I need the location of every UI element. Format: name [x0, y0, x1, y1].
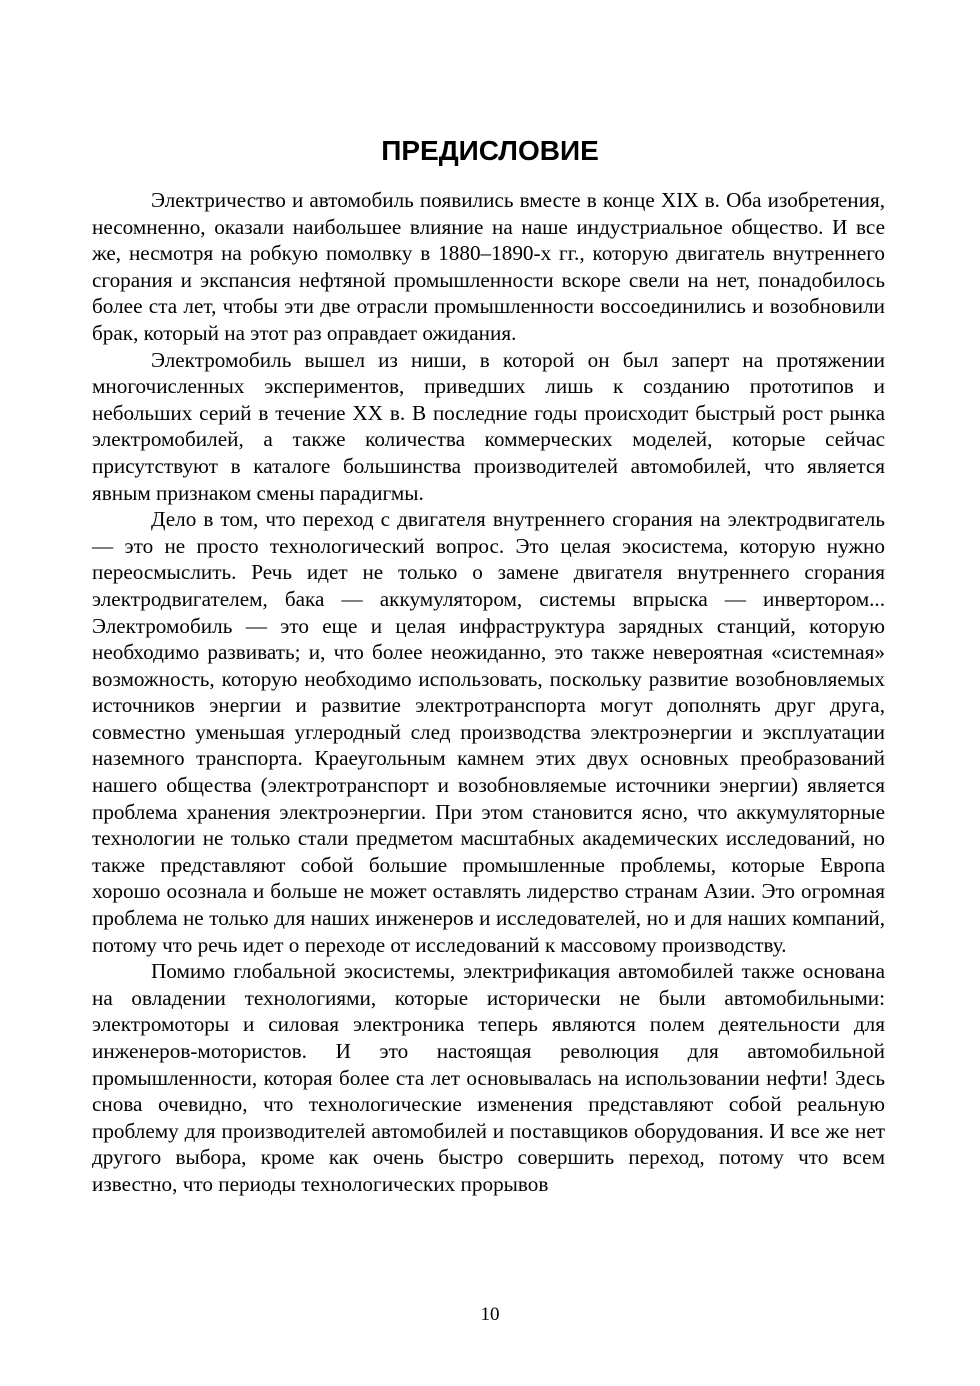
body-text [92, 187, 885, 1198]
paragraph-2: Электромобиль вышел из ниши, в которой он был заперт на протяжении многочисленных экспериментов, приведших лишь к созданию прототипов и небольших серий в течение XX в. В последние годы происходит быстрый рост рынка электромобилей, а также количества коммерческих моделей, которые сейчас присутствуют в каталоге большинства производителей автомобилей, что является явным признаком смены парадигмы. [92, 347, 885, 505]
paragraph-1: Электричество и автомобиль появились вместе в конце XIX в. Оба изобретения, несомненно, оказали наибольшее влияние на наше индустриальное общество. И все же, несмотря на робкую помолвку в 1880–1890-х гг., которую двигатель внутреннего сгорания и экспансия нефтяной промышленности вскоре свели на нет, понадобилось более ста лет, чтобы эти две отрасли промышленности воссоединились и возобновили брак, который на этот раз оправдает ожидания. [92, 188, 885, 345]
page-number: 10 [480, 1304, 500, 1325]
paragraph-3: Дело в том, что переход с двигателя внутреннего сгорания на электродвигатель — это не просто технологический вопрос. Это целая экосистема, которую нужно переосмыслить. Речь идет не только о замене двигателя внутреннего сгорания электродвигателем, бака — аккумулятором, системы впрыска — инвертором... Электромобиль — это еще и целая инфраструктура зарядных станций, которую необходимо развивать; и, что более неожиданно, это также невероятная «системная» возможность, которую необходимо использовать, поскольку развитие возобновляемых источников энергии и развитие электротранспорта могут дополнять друг друга, совместно уменьшая углеродный след производства электроэнергии и эксплуатации наземного транспорта. Краеугольным камнем этих двух основных преобразований нашего общества (электротранспорт и возобновляемые источники энергии) является проблема хранения электроэнергии. При этом становится ясно, что аккумуляторные технологии не только стали предметом масштабных академических исследований, но также представляют собой большие промышленные проблемы, которые Европа хорошо осознала и больше не может оставлять лидерство странам Азии. Это огромная проблема не только для наших инженеров и исследователей, но и для наших компаний, потому что речь идет о переходе от исследований к массовому производству. [92, 507, 885, 957]
page-title: ПРЕДИСЛОВИЕ [381, 135, 599, 166]
paragraph-4: Помимо глобальной экосистемы, электрификация автомобилей также основана на овладении технологиями, которые исторически не были автомобильными: электромоторы и силовая электроника теперь являются полем деятельности для инженеров-мотористов. И это настоящая революция для автомобильной промышленности, которая более ста лет основывалась на использовании нефти! Здесь снова очевидно, что технологические изменения представляют собой реальную проблему для производителей автомобилей и поставщиков оборудования. И все же нет другого выбора, кроме как очень быстро совершить переход, потому что всем известно, что периоды технологических прорывов [92, 959, 885, 1196]
